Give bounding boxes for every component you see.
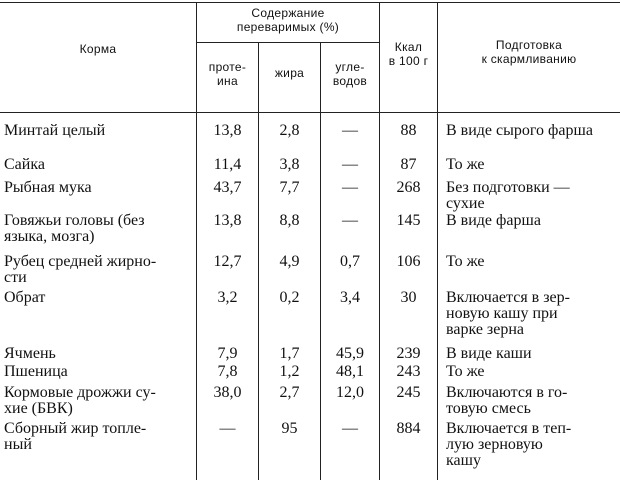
feed-name: Пшеница (4, 363, 68, 380)
header-protein: проте- ина (208, 60, 247, 88)
feed-name: Кормовые дрожжи су- хие (БВК) (4, 384, 156, 417)
header-prep: Подготовка к скармливанию (481, 38, 577, 66)
kcal-value: 884 (396, 420, 421, 437)
kcal-value: 243 (396, 363, 421, 380)
preparation-note: То же (446, 156, 485, 173)
feed-name: Обрат (4, 289, 46, 306)
carbs-value: 45,9 (336, 345, 364, 362)
protein-value: — (219, 420, 236, 437)
carbs-value: 48,1 (336, 363, 364, 380)
preparation-note: В виде фарша (446, 212, 541, 229)
kcal-value: 145 (396, 212, 421, 229)
kcal-value: 87 (400, 156, 417, 173)
carbs-value: — (342, 420, 358, 437)
fat-value: 4,9 (279, 253, 300, 270)
fat-value: 2,7 (279, 384, 300, 401)
carbs-value: 0,7 (340, 253, 360, 270)
feed-name: Рыбная мука (4, 179, 92, 196)
fat-value: 95 (281, 420, 298, 437)
header-kcal: Ккал в 100 г (388, 40, 429, 68)
carbs-value: — (342, 212, 358, 229)
protein-value: 11,4 (213, 156, 242, 173)
feed-name: Минтай целый (4, 122, 106, 139)
subheader-rule (197, 42, 379, 43)
protein-value: 7,9 (217, 345, 238, 362)
top-rule (0, 2, 620, 3)
fat-value: 1,2 (279, 363, 300, 380)
carbs-value: — (342, 122, 358, 139)
fat-value: 1,7 (279, 345, 300, 362)
preparation-note: Включается в зер- новую кашу при варке зерна (446, 289, 570, 338)
preparation-note: Включаются в го- товую смесь (446, 384, 568, 417)
carbs-value: — (342, 179, 358, 196)
col-divider-4 (379, 2, 380, 480)
preparation-note: То же (446, 363, 485, 380)
fat-value: 0,2 (279, 289, 300, 306)
carbs-value: — (342, 156, 358, 173)
feed-name: Сайка (4, 156, 45, 173)
fat-value: 2,8 (279, 122, 300, 139)
kcal-value: 245 (396, 384, 421, 401)
kcal-value: 88 (400, 122, 417, 139)
preparation-note: Без подготовки — сухие (446, 179, 570, 212)
fat-value: 3,8 (279, 156, 300, 173)
fat-value: 7,7 (279, 179, 300, 196)
header-content: Содержание переваримых (%) (236, 6, 340, 34)
kcal-value: 106 (396, 253, 421, 270)
preparation-note: То же (446, 253, 485, 270)
preparation-note: Включается в теп- лую зерновую кашу (446, 420, 572, 469)
protein-value: 7,8 (217, 363, 238, 380)
col-divider-5 (437, 2, 438, 480)
kcal-value: 30 (400, 289, 417, 306)
feed-name: Ячмень (4, 345, 56, 362)
kcal-value: 239 (396, 345, 421, 362)
header-rule (0, 112, 620, 113)
header-fat: жира (274, 66, 305, 80)
fat-value: 8,8 (279, 212, 300, 229)
preparation-note: В виде каши (446, 345, 532, 362)
feed-name: Рубец средней жирно- сти (4, 253, 157, 286)
protein-value: 38,0 (213, 384, 242, 401)
carbs-value: 3,4 (340, 289, 360, 306)
protein-value: 13,8 (213, 122, 242, 139)
header-feed: Корма (79, 42, 117, 56)
preparation-note: В виде сырого фарша (446, 122, 593, 139)
protein-value: 3,2 (217, 289, 238, 306)
feed-name: Говяжьи головы (без языка, мозга) (4, 212, 145, 245)
carbs-value: 12,0 (336, 384, 364, 401)
feed-name: Сборный жир топле- ный (4, 420, 147, 453)
protein-value: 12,7 (213, 253, 242, 270)
header-carbs: угле- водов (332, 60, 368, 88)
kcal-value: 268 (396, 179, 421, 196)
protein-value: 43,7 (213, 179, 242, 196)
protein-value: 13,8 (213, 212, 242, 229)
